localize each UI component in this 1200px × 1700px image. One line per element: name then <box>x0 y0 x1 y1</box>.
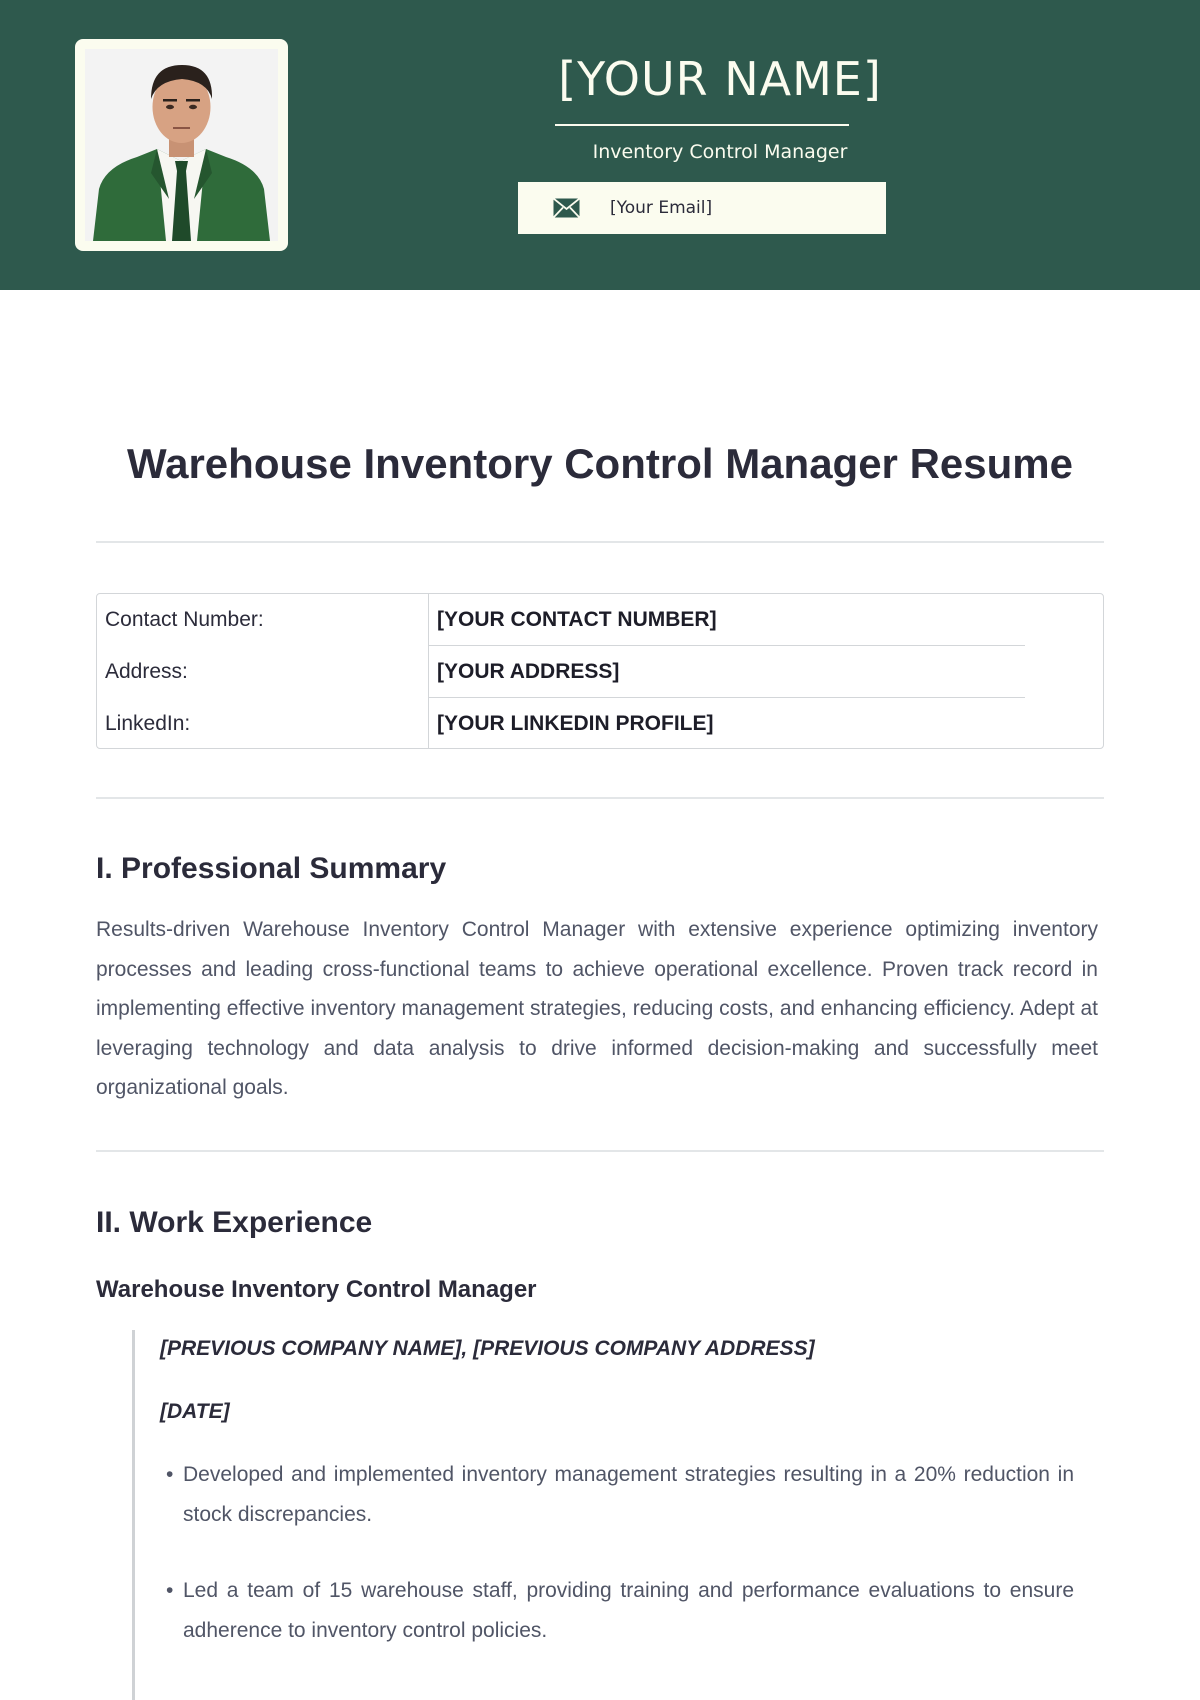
linkedin-label: LinkedIn: <box>105 712 191 735</box>
work-experience-heading: II. Work Experience <box>96 1206 373 1239</box>
email-text: [Your Email] <box>610 198 713 218</box>
experience-job-title: Warehouse Inventory Control Manager <box>96 1276 537 1303</box>
list-item: • Led a team of 15 warehouse staff, providing training and performance evaluations to ensure adherence to inventory control policies. <box>166 1571 1074 1650</box>
table-row <box>97 698 1105 750</box>
envelope-icon <box>553 198 580 218</box>
candidate-job-title: Inventory Control Manager <box>592 141 848 163</box>
address-label: Address: <box>105 660 188 683</box>
contact-number-label: Contact Number: <box>105 608 264 631</box>
experience-timeline-bar <box>132 1330 135 1700</box>
professional-summary-heading: I. Professional Summary <box>96 852 447 885</box>
candidate-name: [YOUR NAME] <box>558 52 882 106</box>
contact-table <box>96 593 1104 749</box>
experience-date: [DATE] <box>160 1400 230 1423</box>
profile-photo-frame <box>75 39 288 251</box>
divider <box>96 797 1104 799</box>
experience-company: [PREVIOUS COMPANY NAME], [PREVIOUS COMPANY ADDRESS] <box>160 1337 815 1360</box>
person-portrait-icon <box>85 49 278 241</box>
list-item: • Developed and implemented inventory management strategies resulting in a 20% reduction in stock discrepancies. <box>166 1455 1074 1534</box>
email-field[interactable] <box>518 182 886 234</box>
profile-photo <box>85 49 278 241</box>
contact-number-value: [YOUR CONTACT NUMBER] <box>437 608 717 631</box>
header-banner <box>0 0 1200 290</box>
table-row <box>97 594 1105 646</box>
name-underline <box>555 124 849 126</box>
address-value: [YOUR ADDRESS] <box>437 660 620 683</box>
professional-summary-text: Results-driven Warehouse Inventory Control Manager with extensive experience optimizing inventory processes and leading cross-functional teams to achieve operational excellence. Proven track record in implementing effective inventory management strategies, reducing costs, and enhancing efficiency. Adept at leveraging technology and data analysis to drive informed decision-making and successfully meet organizational goals. <box>96 918 1098 1099</box>
divider <box>96 541 1104 543</box>
linkedin-value: [YOUR LINKEDIN PROFILE] <box>437 712 714 735</box>
document-title: Warehouse Inventory Control Manager Resume <box>127 440 1073 487</box>
table-row <box>97 646 1105 698</box>
divider <box>96 1150 1104 1152</box>
